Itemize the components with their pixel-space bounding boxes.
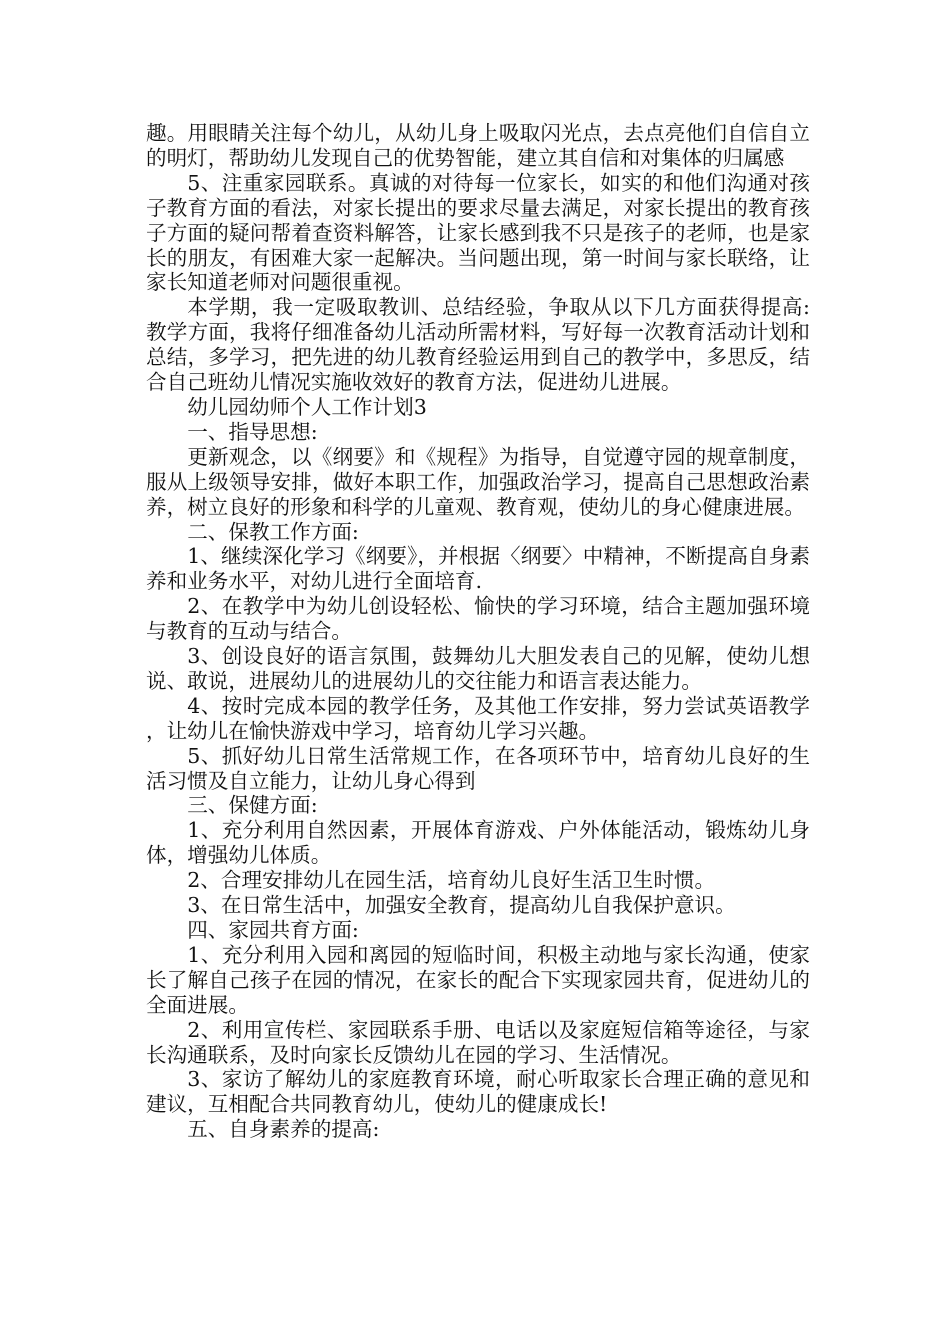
heading: 二、保教工作方面: bbox=[187, 519, 359, 544]
section-title: 幼儿园幼师个人工作计划3 bbox=[187, 394, 427, 419]
list-item: 2、利用宣传栏、家园联系手册、电话以及家庭短信箱等途径，与家长沟通联系，及时向家长反馈幼儿在园的学习、生活情况。 bbox=[146, 1017, 810, 1067]
list-item: 1、继续深化学习《纲要》，并根据〈纲要〉中精神，不断提高自身素养和业务水平，对幼儿进行全面培育. bbox=[146, 544, 810, 594]
heading: 四、家园共育方面: bbox=[187, 918, 359, 942]
list-item: 2、在教学中为幼儿创设轻松、愉快的学习环境，结合主题加强环境与教育的互动与结合。 bbox=[146, 594, 810, 644]
heading: 五、自身素养的提高: bbox=[187, 1117, 380, 1142]
paragraph: 本学期，我一定吸取教训、总结经验，争取从以下几方面获得提高:教学方面，我将仔细准备幼儿活动所需材料，写好每一次教育活动计划和总结，多学习，把先进的幼儿教育经验运用到自己的教学中，多思反，结合自己班幼儿情况实施收效好的教育方法，促进幼儿进展。 bbox=[146, 295, 810, 395]
list-item: 3、在日常生活中，加强安全教育，提高幼儿自我保护意识。 bbox=[187, 893, 736, 918]
paragraph: 5、注重家园联系。真诚的对待每一位家长，如实的和他们沟通对孩子教育方面的看法，对家长提出的要求尽量去满足，对家长提出的教育孩子方面的疑问帮着查资料解答，让家长感到我不只是孩子的老师，也是家长的朋友，有困难大家一起解决。当问题出现，第一时间与家长联络，让家长知道老师对问题很重视。 bbox=[146, 170, 810, 295]
paragraph: 趣。用眼睛关注每个幼儿，从幼儿身上吸取闪光点，去点亮他们自信自立的明灯，帮助幼儿发现自己的优势智能，建立其自信和对集体的归属感 bbox=[146, 121, 810, 170]
list-item: 4、按时完成本园的教学任务，及其他工作安排，努力尝试英语教学，让幼儿在愉快游戏中学习，培育幼儿学习兴趣。 bbox=[146, 693, 810, 743]
list-item: 5、抓好幼儿日常生活常规工作，在各项环节中，培育幼儿良好的生活习惯及自立能力，让幼儿身心得到 bbox=[146, 743, 810, 793]
list-item: 1、充分利用自然因素，开展体育游戏、户外体能活动，锻炼幼儿身体，增强幼儿体质。 bbox=[146, 818, 810, 868]
document-page bbox=[146, 121, 810, 1142]
list-item: 3、创设良好的语言氛围，鼓舞幼儿大胆发表自己的见解，使幼儿想说、敢说，进展幼儿的进展幼儿的交往能力和语言表达能力。 bbox=[146, 644, 810, 693]
list-item: 3、家访了解幼儿的家庭教育环境，耐心听取家长合理正确的意见和建议，互相配合共同教育幼儿，使幼儿的健康成长! bbox=[146, 1067, 810, 1117]
paragraph: 更新观念，以《纲要》和《规程》为指导，自觉遵守园的规章制度，服从上级领导安排，做好本职工作，加强政治学习，提高自己思想政治素养，树立良好的形象和科学的儿童观、教育观，使幼儿的身心健康进展。 bbox=[146, 444, 810, 519]
list-item: 1、充分利用入园和离园的短临时间，积极主动地与家长沟通，使家长了解自己孩子在园的情况，在家长的配合下实现家园共育，促进幼儿的全面进展。 bbox=[146, 942, 810, 1017]
heading: 三、保健方面: bbox=[187, 793, 318, 818]
list-item: 2、合理安排幼儿在园生活，培育幼儿良好生活卫生时惯。 bbox=[187, 868, 716, 893]
heading: 一、指导思想: bbox=[187, 419, 318, 444]
